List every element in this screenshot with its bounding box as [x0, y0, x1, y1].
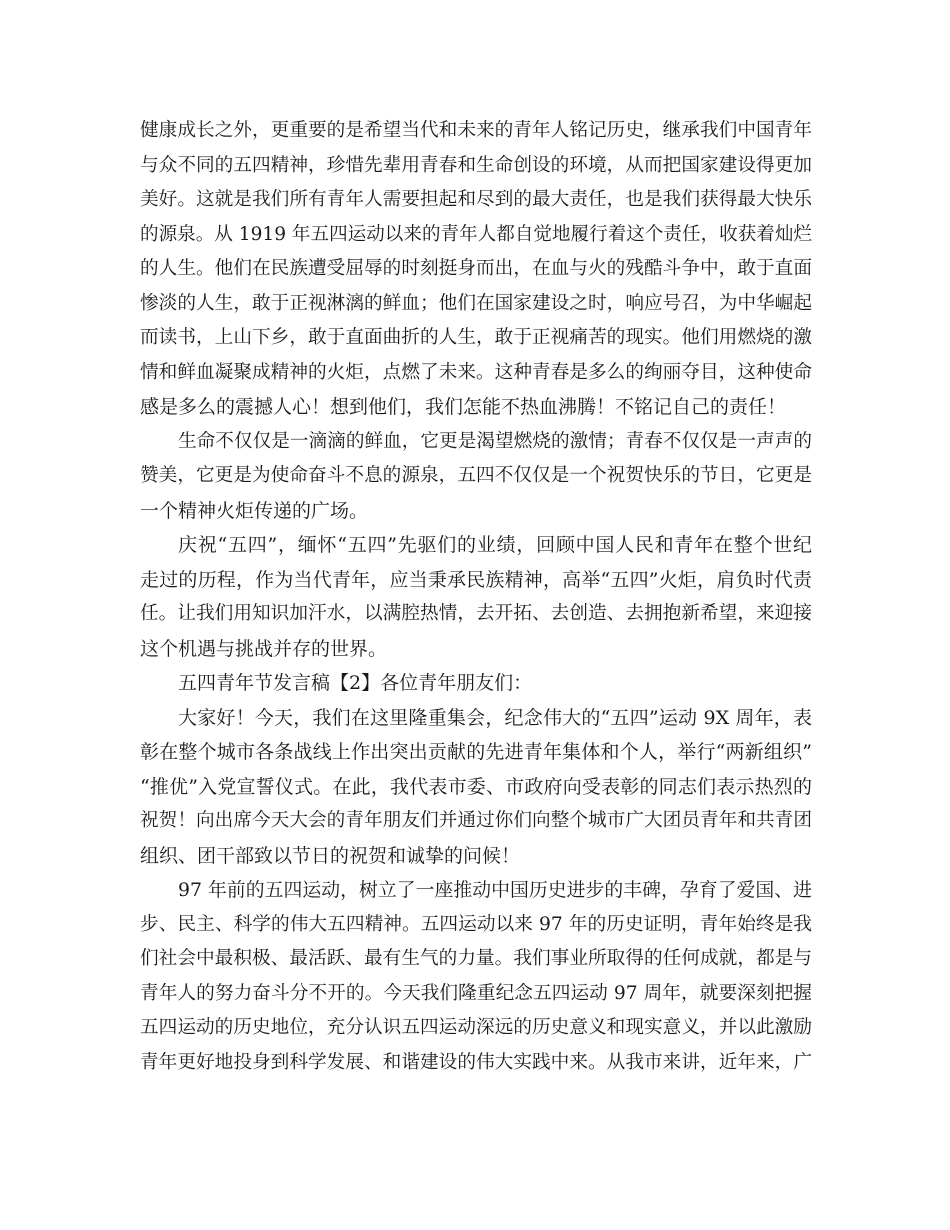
text-line: 这个机遇与挑战并存的世界。: [140, 637, 388, 660]
text-line: 青年人的努力奋斗分不开的。今天我们隆重纪念五四运动 97 周年，就要深刻把握: [140, 982, 812, 1004]
text-line: 感是多么的震撼人心！想到他们，我们怎能不热血沸腾！不铭记自己的责任！: [140, 396, 787, 418]
paragraph-3: [140, 528, 812, 666]
text-line: 祝贺！向出席今天大会的青年朋友们并通过你们向整个城市广大团员青年和共青团: [140, 810, 812, 831]
paragraph-1: [140, 114, 812, 425]
text-line: 任。让我们用知识加汗水，以满腔热情，去开拓、去创造、去拥抱新希望，来迎接: [140, 603, 812, 624]
paragraph-4-heading: [140, 666, 812, 701]
text-line: 组织、团干部致以节日的祝贺和诚挚的问候！: [140, 844, 521, 867]
text-line: 一个精神火炬传递的广场。: [140, 499, 369, 522]
text-line: “推优”入党宣誓仪式。在此，我代表市委、市政府向受表彰的同志们表示热烈的: [140, 775, 812, 798]
text-line: 的人生。他们在民族遭受屈辱的时刻挺身而出，在血与火的残酷斗争中，敢于直面: [140, 258, 812, 279]
text-line: 走过的历程，作为当代青年，应当秉承民族精神，高举“五四”火炬，肩负时代责: [140, 568, 812, 591]
text-line: 赞美，它更是为使命奋斗不息的源泉，五四不仅仅是一个祝贺快乐的节日，它更是: [140, 465, 812, 486]
paragraph-2: [140, 425, 812, 529]
text-line: 情和鲜血凝聚成精神的火炬，点燃了未来。这种青春是多么的绚丽夺目，这种使命: [140, 361, 812, 383]
text-line: 而读书，上山下乡，敢于直面曲折的人生，敢于正视痛苦的现实。他们用燃烧的激: [140, 327, 812, 348]
text-line: 庆祝“五四”，缅怀“五四”先驱们的业绩，回顾中国人民和青年在整个世纪: [178, 534, 812, 556]
text-line: 健康成长之外，更重要的是希望当代和未来的青年人铭记历史，继承我们中国青年: [140, 120, 812, 141]
document-body: [140, 114, 812, 1080]
text-line: 五四运动的历史地位，充分认识五四运动深远的历史意义和现实意义，并以此激励: [140, 1017, 812, 1038]
text-line: 步、民主、科学的伟大五四精神。五四运动以来 97 年的历史证明，青年始终是我: [140, 913, 812, 935]
text-line: 与众不同的五四精神，珍惜先辈用青春和生命创设的环境，从而把国家建设得更加: [140, 154, 812, 176]
text-line: 惨淡的人生，敢于正视淋漓的鲜血；他们在国家建设之时，响应号召，为中华崛起: [140, 292, 812, 314]
text-line: 彰在整个城市各条战线上作出突出贡献的先进青年集体和个人，举行“两新组织”: [140, 741, 812, 763]
text-line: 们社会中最积极、最活跃、最有生气的力量。我们事业所取得的任何成就，都是与: [140, 948, 812, 969]
text-line: 大家好！今天，我们在这里隆重集会，纪念伟大的“五四”运动 9X 周年，表: [178, 706, 812, 729]
text-line: 青年更好地投身到科学发展、和谐建设的伟大实践中来。从我市来讲，近年来，广: [140, 1051, 812, 1073]
paragraph-5: [140, 701, 812, 874]
text-line: 美好。这就是我们所有青年人需要担起和尽到的最大责任，也是我们获得最大快乐: [140, 189, 812, 210]
section-heading: 五四青年节发言稿【2】各位青年朋友们：: [178, 672, 533, 694]
paragraph-6: [140, 873, 812, 1080]
text-line: 97 年前的五四运动，树立了一座推动中国历史进步的丰碑，孕育了爱国、进: [178, 879, 812, 901]
text-line: 的源泉。从 1919 年五四运动以来的青年人都自觉地履行着这个责任，收获着灿烂: [140, 223, 812, 245]
text-line: 生命不仅仅是一滴滴的鲜血，它更是渴望燃烧的激情；青春不仅仅是一声声的: [178, 430, 812, 452]
